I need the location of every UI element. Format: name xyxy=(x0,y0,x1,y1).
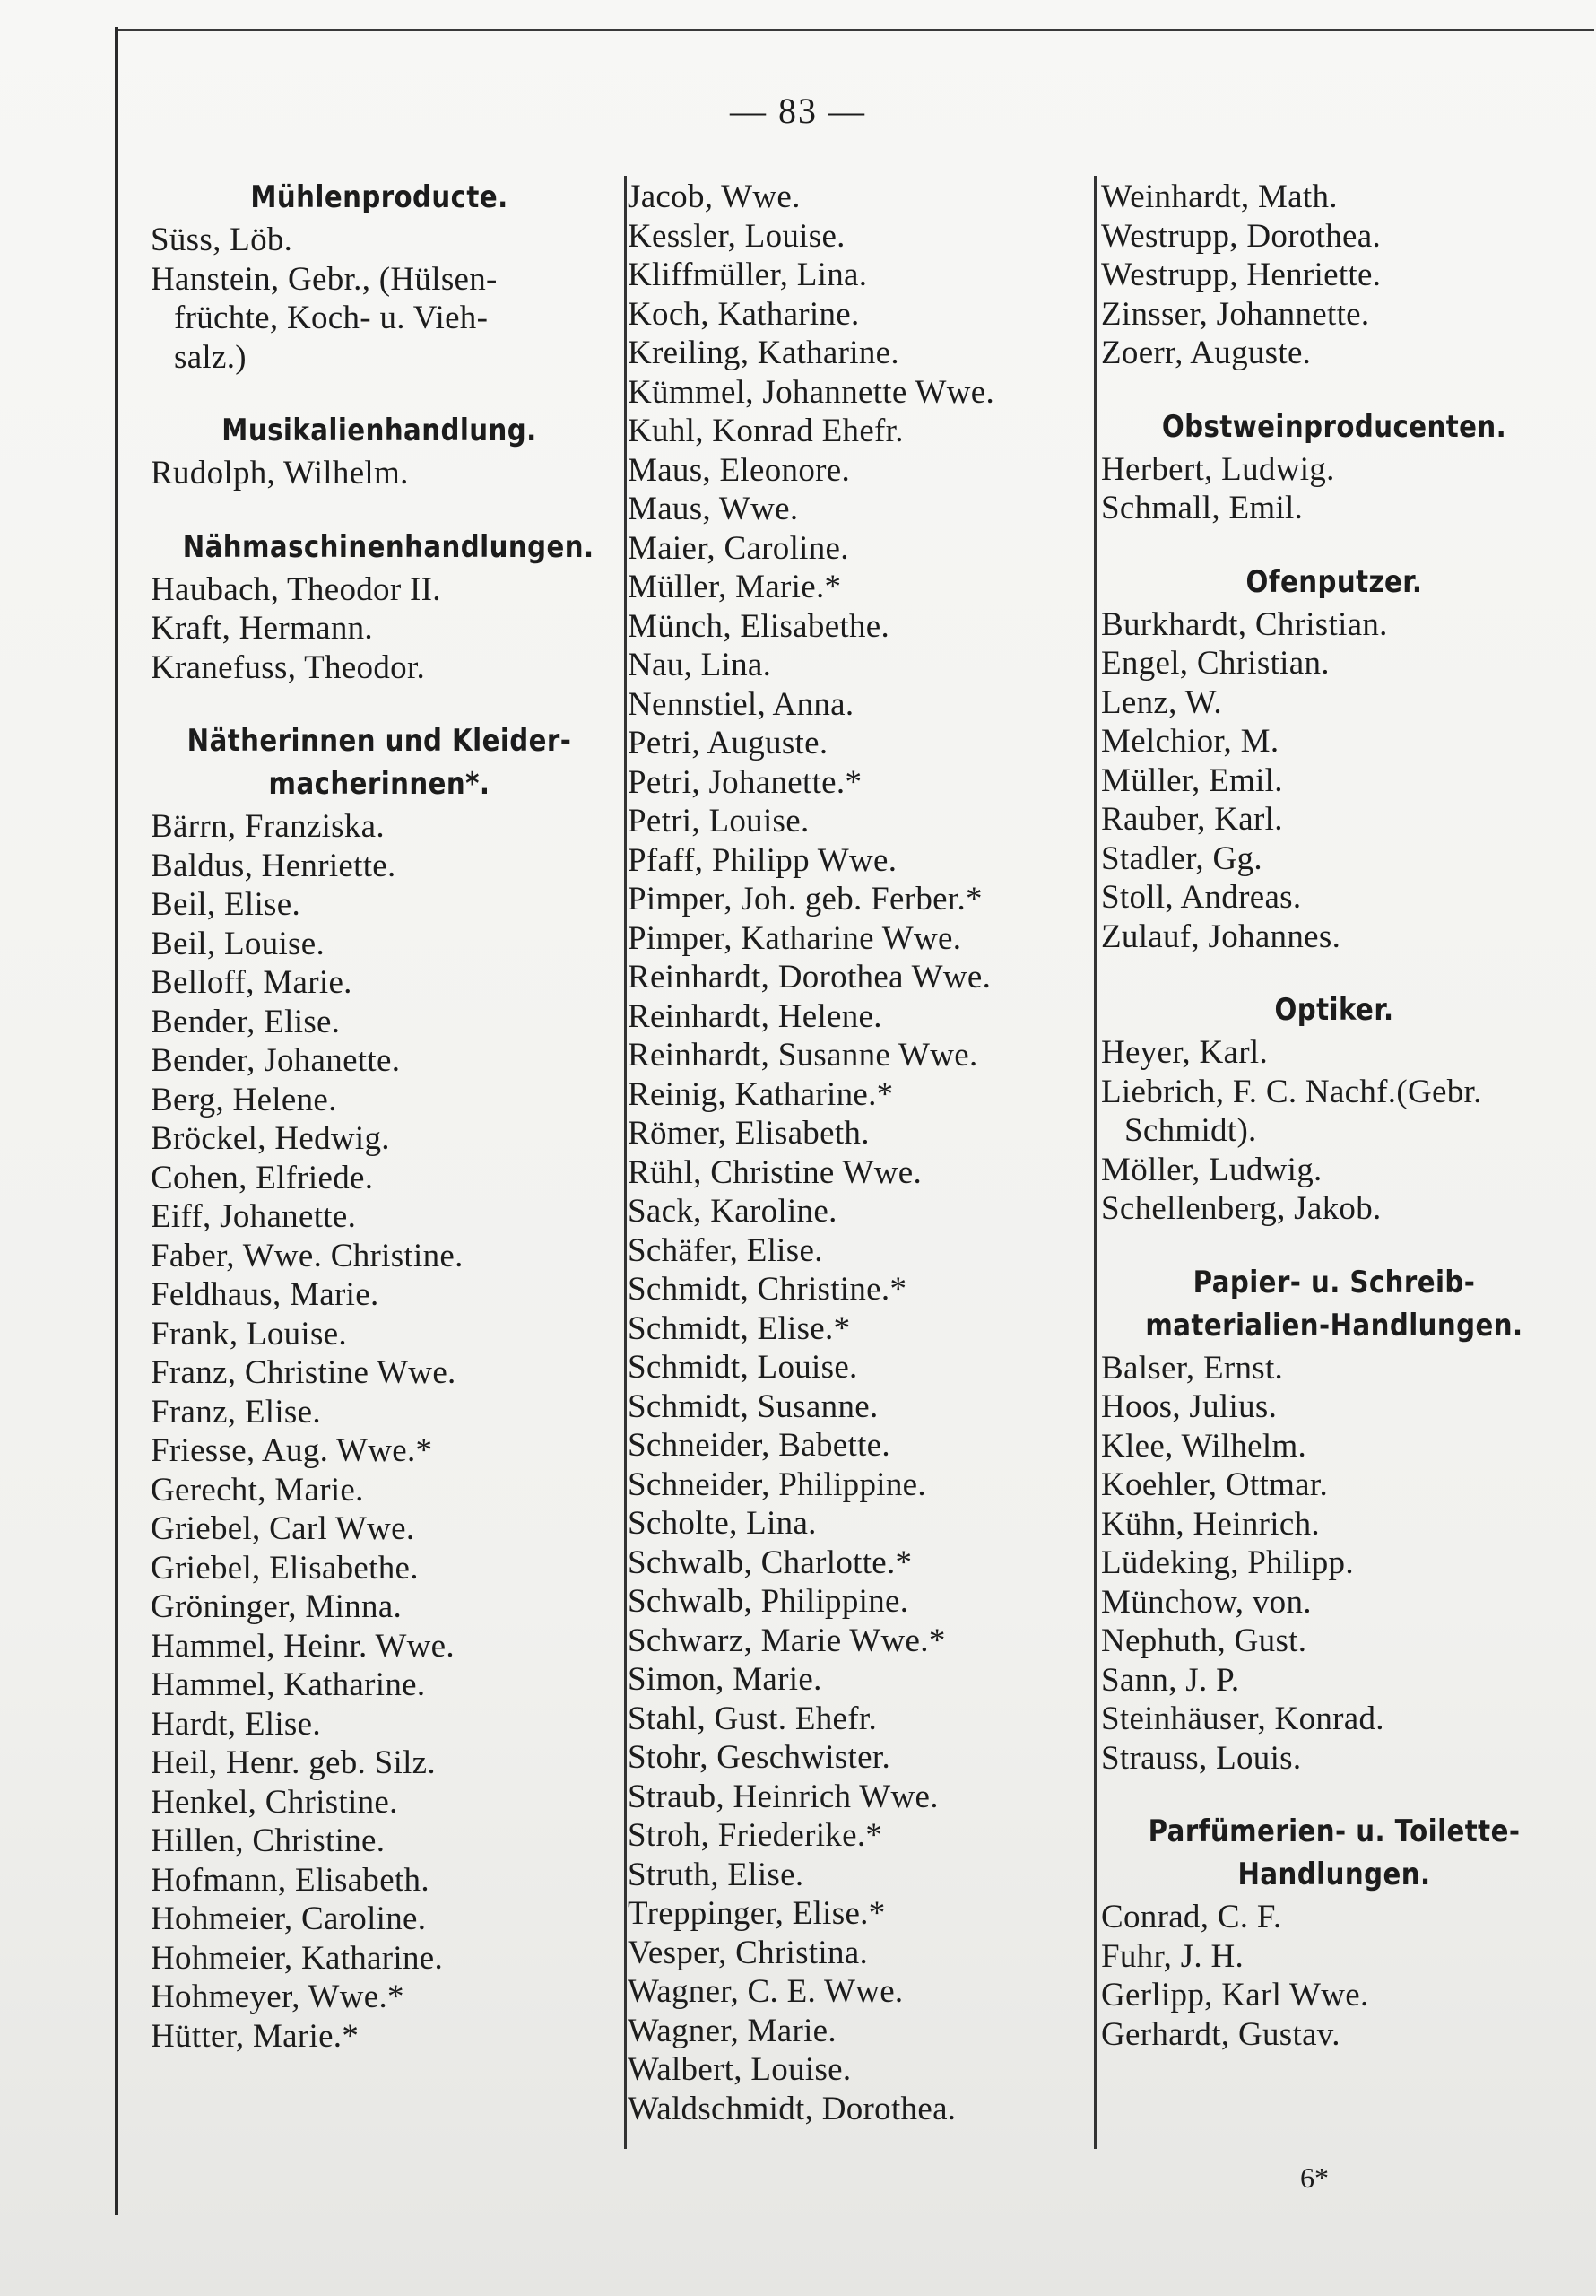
list-item: Schmidt, Susanne. xyxy=(628,1387,879,1425)
list-item: Belloff, Marie. xyxy=(151,964,352,1001)
list-item: Rudolph, Wilhelm. xyxy=(151,455,409,491)
list-item: Hammel, Katharine. xyxy=(151,1666,426,1703)
entry-list xyxy=(1101,1033,1567,1229)
list-item: Müller, Marie.* xyxy=(628,569,842,605)
directory-section xyxy=(151,411,608,493)
list-item: Schmidt, Christine.* xyxy=(628,1271,907,1308)
list-item: Griebel, Elisabethe. xyxy=(151,1549,419,1587)
list-item: Hohmeier, Caroline. xyxy=(151,1900,427,1937)
list-item: Beil, Elise. xyxy=(151,886,300,923)
list-item: Franz, Christine Wwe. xyxy=(151,1354,456,1391)
list-item: Eiff, Johanette. xyxy=(151,1198,357,1235)
list-item: Cohen, Elfriede. xyxy=(151,1159,374,1196)
list-item: Vesper, Christina. xyxy=(628,1934,869,1971)
section-heading: Musikalienhandlung. xyxy=(221,413,537,448)
list-item: Kuhl, Konrad Ehefr. xyxy=(628,413,904,449)
list-item: Berg, Helene. xyxy=(151,1081,337,1118)
list-item: Pfaff, Philipp Wwe. xyxy=(628,841,898,879)
entry-list xyxy=(151,221,608,377)
list-item: Friesse, Aug. Wwe.* xyxy=(151,1432,433,1469)
section-heading-continued: materialien-Handlungen. xyxy=(1145,1307,1523,1344)
section-heading: Ofenputzer. xyxy=(1245,563,1423,600)
list-item: Münch, Elisabethe. xyxy=(628,607,890,645)
list-item: Beil, Louise. xyxy=(151,925,325,962)
section-heading-continued: Handlungen. xyxy=(1237,1857,1431,1892)
list-item: Steinhäuser, Konrad. xyxy=(1101,1700,1384,1737)
list-item: Petri, Auguste. xyxy=(628,725,828,761)
list-item: Möller, Ludwig. xyxy=(1101,1151,1323,1188)
list-item: Faber, Wwe. Christine. xyxy=(151,1237,464,1274)
entry-list xyxy=(1101,605,1567,957)
column-3 xyxy=(1101,178,1567,2088)
entry-list xyxy=(1101,178,1567,373)
entry-list xyxy=(628,178,1094,2128)
list-item: Jacob, Wwe. xyxy=(628,178,801,215)
column-1 xyxy=(151,178,608,2090)
list-item: Heyer, Karl. xyxy=(1101,1034,1268,1071)
list-item: Stahl, Gust. Ehefr. xyxy=(628,1700,878,1737)
list-item: Straub, Heinrich Wwe. xyxy=(628,1778,939,1815)
list-item: Schwalb, Charlotte.* xyxy=(628,1544,913,1581)
list-item: Schmidt, Elise.* xyxy=(628,1309,851,1347)
directory-section xyxy=(628,178,1094,2128)
list-item: Münchow, von. xyxy=(1101,1583,1312,1621)
list-item: Reinhardt, Dorothea Wwe. xyxy=(628,959,992,996)
directory-section xyxy=(151,527,608,688)
list-item: Treppinger, Elise.* xyxy=(628,1895,886,1932)
entry-list xyxy=(151,570,608,688)
list-item: Schäfer, Elise. xyxy=(628,1231,823,1269)
list-item: Hofmann, Elisabeth. xyxy=(151,1861,429,1899)
list-item: Bröckel, Hedwig. xyxy=(151,1120,390,1157)
list-item: Stoll, Andreas. xyxy=(1101,879,1302,916)
list-item: Schneider, Babette. xyxy=(628,1427,890,1464)
list-item: Reinhardt, Helene. xyxy=(628,997,882,1035)
directory-section xyxy=(1101,562,1567,957)
list-item: Heil, Henr. geb. Silz. xyxy=(151,1744,436,1781)
section-heading: Nätherinnen und Kleider- xyxy=(186,723,572,759)
list-item: Schwarz, Marie Wwe.* xyxy=(628,1622,946,1659)
list-item: Petri, Johanette.* xyxy=(628,763,863,801)
list-item: Melchior, M. xyxy=(1101,723,1279,760)
list-item: Kühn, Heinrich. xyxy=(1101,1505,1320,1543)
directory-section xyxy=(1101,1812,1567,2054)
list-item: Westrupp, Henriette. xyxy=(1101,257,1382,293)
list-item: Hillen, Christine. xyxy=(151,1822,386,1859)
list-item: Kraft, Hermann. xyxy=(151,610,373,647)
list-item: Gerhardt, Gustav. xyxy=(1101,2015,1340,2053)
list-item: Schmidt, Louise. xyxy=(628,1349,858,1386)
section-heading: Optiker. xyxy=(1274,992,1394,1028)
list-item: Hanstein, Gebr., (Hülsen- xyxy=(151,260,498,298)
list-item: Gerecht, Marie. xyxy=(151,1471,364,1509)
list-item: Conrad, C. F. xyxy=(1101,1899,1282,1935)
list-item: Liebrich, F. C. Nachf.(Gebr. xyxy=(1101,1073,1482,1110)
list-item: Klee, Wilhelm. xyxy=(1101,1427,1307,1465)
list-item: Reinhardt, Susanne Wwe. xyxy=(628,1037,978,1074)
top-border-line xyxy=(115,29,1594,31)
entry-list xyxy=(151,454,608,493)
directory-section xyxy=(151,178,608,377)
list-item: Kessler, Louise. xyxy=(628,217,846,255)
list-item: Feldhaus, Marie. xyxy=(151,1276,379,1313)
list-item: Schneider, Philippine. xyxy=(628,1465,926,1503)
list-item: Lüdeking, Philipp. xyxy=(1101,1544,1354,1581)
list-item: Hütter, Marie.* xyxy=(151,2017,360,2055)
list-item: Hardt, Elise. xyxy=(151,1705,321,1743)
list-item: Hoos, Julius. xyxy=(1101,1388,1278,1425)
list-item: Bender, Johanette. xyxy=(151,1042,401,1079)
list-item: Maus, Wwe. xyxy=(628,491,799,527)
signature-mark: 6* xyxy=(1300,2161,1329,2194)
list-item: Sann, J. P. xyxy=(1101,1661,1240,1699)
directory-section xyxy=(151,721,608,2056)
list-item: Walbert, Louise. xyxy=(628,2051,852,2088)
list-item: Rühl, Christine Wwe. xyxy=(628,1153,923,1191)
section-heading: Nähmaschinenhandlungen. xyxy=(182,528,594,565)
list-item: Zinsser, Johannette. xyxy=(1101,295,1370,333)
list-item: salz.) xyxy=(174,338,247,376)
list-item: Nephuth, Gust. xyxy=(1101,1622,1307,1659)
column-2 xyxy=(628,178,1094,2162)
list-item: Zoerr, Auguste. xyxy=(1101,335,1312,371)
list-item: Gröninger, Minna. xyxy=(151,1588,403,1625)
list-item: Maus, Eleonore. xyxy=(628,451,851,489)
list-item: Lenz, W. xyxy=(1101,683,1222,721)
entry-list xyxy=(1101,450,1567,528)
list-item: früchte, Koch- u. Vieh- xyxy=(174,300,489,336)
list-item: Haubach, Theodor II. xyxy=(151,570,441,608)
list-item: Schellenberg, Jakob. xyxy=(1101,1190,1382,1227)
list-item: Pimper, Joh. geb. Ferber.* xyxy=(628,881,983,918)
list-item: Süss, Löb. xyxy=(151,222,293,258)
list-item: Stadler, Gg. xyxy=(1101,839,1262,877)
list-item: Kümmel, Johannette Wwe. xyxy=(628,373,995,411)
section-heading: Obstweinproducenten. xyxy=(1161,408,1507,445)
list-item: Waldschmidt, Dorothea. xyxy=(628,2090,957,2127)
list-item: Müller, Emil. xyxy=(1101,761,1283,799)
list-item: Henkel, Christine. xyxy=(151,1783,398,1821)
list-item: Nau, Lina. xyxy=(628,647,772,683)
list-item: Stroh, Friederike.* xyxy=(628,1817,883,1854)
directory-section xyxy=(1101,178,1567,373)
list-item: Bender, Elise. xyxy=(151,1003,341,1040)
list-item: Kreiling, Katharine. xyxy=(628,335,899,371)
list-item: Gerlipp, Karl Wwe. xyxy=(1101,1977,1369,2013)
list-item: Simon, Marie. xyxy=(628,1661,822,1698)
list-item: Franz, Elise. xyxy=(151,1393,321,1431)
list-item: Struth, Elise. xyxy=(628,1856,804,1893)
list-item: Kliffmüller, Lina. xyxy=(628,257,868,293)
directory-section xyxy=(1101,1263,1567,1779)
section-heading: Parfümerien- u. Toilette- xyxy=(1148,1813,1521,1849)
list-item: Schwalb, Philippine. xyxy=(628,1583,909,1620)
column-divider xyxy=(624,176,627,2149)
entry-list xyxy=(1101,1898,1567,2054)
list-item: Koehler, Ottmar. xyxy=(1101,1466,1328,1503)
entry-list xyxy=(151,807,608,2056)
list-item: Zulauf, Johannes. xyxy=(1101,918,1341,955)
list-item: Westrupp, Dorothea. xyxy=(1101,217,1381,255)
list-item: Pimper, Katharine Wwe. xyxy=(628,919,962,957)
page-number: — 83 — xyxy=(730,91,866,131)
list-item: Hohmeyer, Wwe.* xyxy=(151,1979,404,2015)
list-item: Hammel, Heinr. Wwe. xyxy=(151,1627,455,1665)
list-item: Engel, Christian. xyxy=(1101,645,1330,682)
entry-list xyxy=(1101,1349,1567,1779)
list-item: Sack, Karoline. xyxy=(628,1193,837,1230)
list-item: Wagner, Marie. xyxy=(628,2012,837,2049)
list-item: Burkhardt, Christian. xyxy=(1101,605,1388,643)
list-item: Balser, Ernst. xyxy=(1101,1349,1284,1387)
list-item: Nennstiel, Anna. xyxy=(628,685,854,723)
list-item: Stohr, Geschwister. xyxy=(628,1739,890,1776)
list-item: Bärrn, Franziska. xyxy=(151,808,385,845)
list-item: Strauss, Louis. xyxy=(1101,1739,1302,1777)
section-heading: Mühlenproducte. xyxy=(250,179,508,215)
list-item: Maier, Caroline. xyxy=(628,529,849,567)
section-heading-continued: macherinnen*. xyxy=(268,766,490,802)
list-item: Frank, Louise. xyxy=(151,1315,347,1352)
list-item: Römer, Elisabeth. xyxy=(628,1115,870,1152)
list-item: Wagner, C. E. Wwe. xyxy=(628,1973,904,2010)
list-item: Schmidt). xyxy=(1124,1112,1257,1149)
list-item: Hohmeier, Katharine. xyxy=(151,1939,444,1977)
list-item: Koch, Katharine. xyxy=(628,295,860,333)
list-item: Griebel, Carl Wwe. xyxy=(151,1510,415,1547)
list-item: Weinhardt, Math. xyxy=(1101,178,1338,215)
list-item: Schmall, Emil. xyxy=(1101,490,1304,526)
list-item: Reinig, Katharine.* xyxy=(628,1075,894,1113)
section-heading: Papier- u. Schreib- xyxy=(1193,1264,1476,1300)
list-item: Kranefuss, Theodor. xyxy=(151,648,426,686)
directory-section xyxy=(1101,407,1567,528)
left-border-line xyxy=(115,27,118,2215)
column-divider xyxy=(1094,176,1097,2149)
list-item: Scholte, Lina. xyxy=(628,1505,817,1542)
list-item: Baldus, Henriette. xyxy=(151,847,396,884)
directory-section xyxy=(1101,990,1567,1229)
list-item: Petri, Louise. xyxy=(628,803,810,839)
list-item: Fuhr, J. H. xyxy=(1101,1937,1245,1975)
list-item: Herbert, Ludwig. xyxy=(1101,450,1335,488)
list-item: Rauber, Karl. xyxy=(1101,801,1283,838)
